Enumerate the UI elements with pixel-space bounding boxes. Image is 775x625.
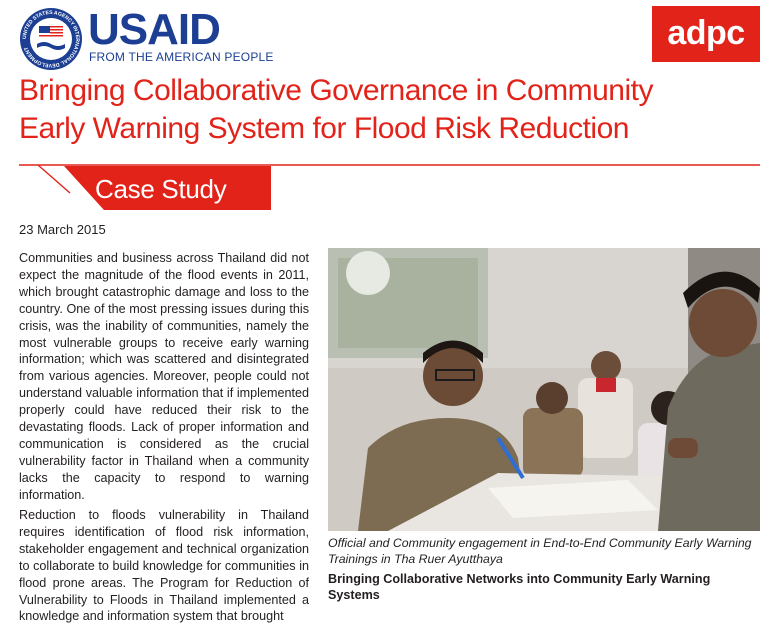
adpc-logo: adpc: [667, 14, 745, 52]
photo-caption: Official and Community engagement in End-to-End Community Early Warning Trainings in Tha Ruer Ayutthaya: [328, 536, 752, 566]
usaid-seal-text: UNITED STATES AGENCY INTERNATIONAL DEVELOPMENT: [21, 9, 81, 69]
photo-title: Bringing Collaborative Networks into Community Early Warning Systems: [328, 572, 711, 602]
usaid-tagline: FROM THE AMERICAN PEOPLE: [89, 50, 274, 64]
usaid-wordmark: USAID: [88, 5, 220, 54]
page-title-line-1: Bringing Collaborative Governance in Community: [19, 74, 653, 107]
page-title-line-2: Early Warning System for Flood Risk Reduction: [19, 112, 629, 145]
case-study-label: Case Study: [95, 174, 227, 204]
publication-date: 23 March 2015: [19, 222, 106, 237]
workshop-photo: [328, 248, 760, 531]
usaid-seal-logo: [18, 6, 84, 72]
body-paragraph-2: Reduction to floods vulnerability in Thailand requires identification of flood risk information, stakeholder engagement and technical organization to collaborate to build knowledge for communities in flood prone areas. The Program for Reduction of Vulnerability to Floods in Thailand implemented a knowledge and information system that brought: [19, 508, 309, 624]
body-paragraph-1: Communities and business across Thailand did not expect the magnitude of the flood events in 2011, which brought catastrophic damage and loss to the country. One of the most pressing issues during this crisis, was the inability of communities, namely the most vulnerable groups to receive early warning information; which was scattered and disintegrated from various agencies. Moreover, people could not understand valuable information that if implemented properly could have reduced their risk to the devastating floods. Lack of proper information and communication is considered as the crucial vulnerability factor in Thailand when a community lacks the capacity to respond to warning information.: [19, 251, 309, 502]
